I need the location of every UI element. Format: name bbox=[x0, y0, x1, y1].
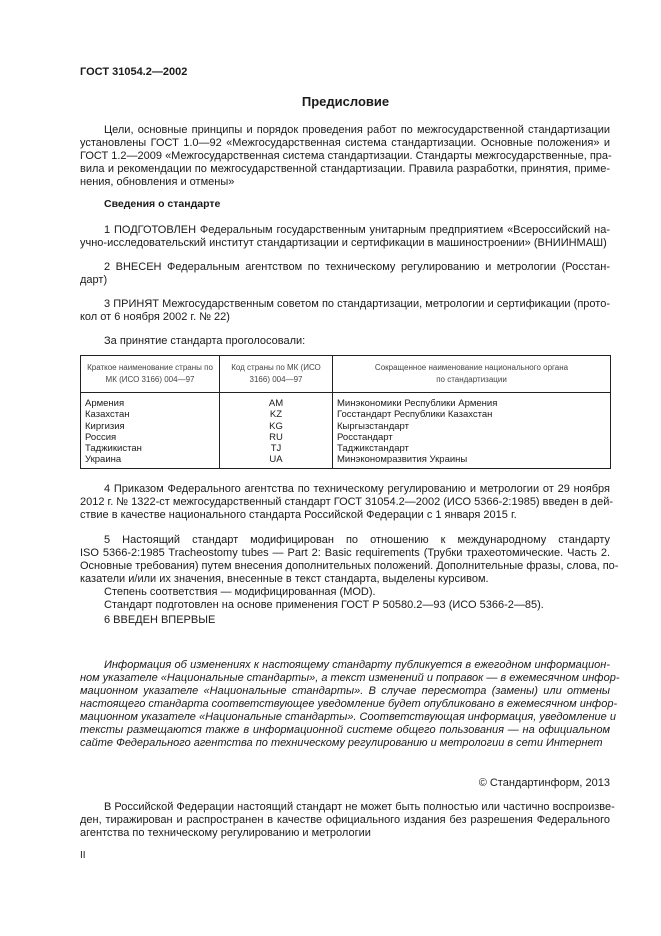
voting-countries-table bbox=[80, 355, 611, 469]
item-4-order bbox=[80, 483, 614, 522]
authority-cell: Минэкономики Республики Армения bbox=[333, 393, 611, 410]
text-line: кол от 6 ноября 2002 г. № 22) bbox=[80, 311, 230, 323]
country-cell: Армения bbox=[81, 393, 220, 410]
code-cell: RU bbox=[220, 432, 333, 443]
text-line: установлены ГОСТ 1.0—92 «Межгосударственная система стандартизации. Основные положения» и bbox=[80, 137, 610, 149]
text-line: Степень соответствия — модифицированная (MOD). bbox=[104, 586, 376, 598]
item-5-modification bbox=[80, 534, 619, 586]
item-2-submitted bbox=[80, 261, 610, 287]
item-6-introduced bbox=[80, 614, 610, 627]
text-line: сайте Федерального агентства по техническому регулированию и метрологии в сети Интернет bbox=[80, 737, 603, 749]
text-line: Основные требования) путем внесения дополнительных положений. Дополнительные фразы, слова, по- bbox=[80, 560, 619, 572]
text-line: 3 ПРИНЯТ Межгосударственным советом по стандартизации, метрологии и сертификации (прото- bbox=[104, 298, 610, 310]
authority-cell: Кыргызстандарт bbox=[333, 421, 611, 432]
text-line: ден, тиражирован и распространен в качестве официального издания без разрешения Федерального bbox=[80, 814, 610, 826]
text-line: Информация об изменениях к настоящему стандарту публикуется в ежегодном информацион- bbox=[104, 659, 610, 671]
text-line: 2 ВНЕСЕН Федеральным агентством по техническому регулированию и метрологии (Росстан- bbox=[104, 261, 610, 273]
code-cell: TJ bbox=[220, 443, 333, 454]
table-header-row bbox=[81, 356, 611, 393]
page-title: Предисловие bbox=[301, 94, 390, 109]
text-line: 2012 г. № 1322-ст межгосударственный стандарт ГОСТ 31054.2—2002 (ИСО 5366-2:1985) введен в дей- bbox=[80, 496, 614, 508]
copyright-notice: © Стандартинформ, 2013 bbox=[478, 777, 610, 789]
table-row bbox=[81, 443, 611, 454]
text-line: В Российской Федерации настоящий стандарт не может быть полностью или частично воспроизве- bbox=[104, 801, 615, 813]
text-line: ГОСТ 1.2—2009 «Межгосударственная система стандартизации. Стандарты межгосударственные, пра- bbox=[80, 150, 612, 162]
column-header-code: Код страны по МК (ИСО 3166) 004—97 bbox=[220, 356, 333, 393]
text-line: тексты размещаются также в информационной системе общего пользования — на официальном bbox=[80, 724, 610, 736]
reproduction-notice bbox=[80, 801, 615, 840]
text-line: дарт) bbox=[80, 274, 108, 286]
document-code-header: ГОСТ 31054.2—2002 bbox=[80, 66, 188, 78]
text-line: учно-исследовательский институт стандартизации и сертификации в машиностроении» (ВНИИНМАШ) bbox=[80, 237, 607, 249]
code-cell: KZ bbox=[220, 409, 333, 420]
table-row bbox=[81, 454, 611, 468]
intro-paragraph bbox=[80, 124, 610, 189]
code-cell: AM bbox=[220, 393, 333, 410]
text-line: Стандарт подготовлен на основе применения ГОСТ Р 50580.2—93 (ИСО 5366-2—85). bbox=[104, 599, 544, 611]
table-row bbox=[81, 409, 611, 420]
text-line: 5 Настоящий стандарт модифицирован по отношению к международному стандарту bbox=[104, 534, 610, 546]
table-row bbox=[81, 421, 611, 432]
authority-cell: Таджикстандарт bbox=[333, 443, 611, 454]
country-cell: Таджикистан bbox=[81, 443, 220, 454]
conformity-degree bbox=[80, 586, 610, 599]
table-row bbox=[81, 393, 611, 410]
text-line: настоящего стандарта соответствующее уведомление будет опубликовано в ежемесячном инфор- bbox=[80, 698, 618, 710]
text-line: ствие в качестве национального стандарта Российской Федерации с 1 января 2015 г. bbox=[80, 509, 517, 521]
authority-cell: Росстандарт bbox=[333, 432, 611, 443]
section-heading: Сведения о стандарте bbox=[104, 198, 221, 210]
text-line: ISO 5366-2:1985 Tracheostomy tubes — Part 2: Basic requirements (Трубки трахеотомические. Часть 2. bbox=[80, 547, 610, 559]
authority-cell: Госстандарт Республики Казахстан bbox=[333, 409, 611, 420]
page-number: II bbox=[80, 850, 86, 861]
text-line: мационном указателе «Национальные стандарты». Соответствующая информация, уведомление и bbox=[80, 711, 616, 723]
changes-info-notice bbox=[80, 659, 620, 750]
text-line: За принятие стандарта проголосовали: bbox=[104, 335, 306, 347]
text-line: нения, обновления и отмены» bbox=[80, 176, 235, 188]
item-1-prepared bbox=[80, 224, 610, 250]
code-cell: KG bbox=[220, 421, 333, 432]
vote-intro bbox=[80, 335, 610, 348]
column-header-country: Краткое наименование страны по МК (ИСО 3166) 004—97 bbox=[81, 356, 220, 393]
text-line: вила и рекомендации по межгосударственной стандартизации. Правила разработки, принятия, приме- bbox=[80, 163, 610, 175]
table-row bbox=[81, 432, 611, 443]
text-line: 4 Приказом Федерального агентства по техническому регулированию и метрологии от 29 ноября bbox=[104, 483, 610, 495]
country-cell: Киргизия bbox=[81, 421, 220, 432]
code-cell: UA bbox=[220, 454, 333, 468]
column-header-authority: Сокращенное наименование национального органа по стандартизации bbox=[333, 356, 611, 393]
text-line: 6 ВВЕДЕН ВПЕРВЫЕ bbox=[104, 614, 216, 626]
basis-standard bbox=[80, 599, 610, 612]
item-3-adopted bbox=[80, 298, 610, 324]
country-cell: Казахстан bbox=[81, 409, 220, 420]
country-cell: Украина bbox=[81, 454, 220, 468]
text-line: Цели, основные принципы и порядок проведения работ по межгосударственной стандартизации bbox=[104, 124, 610, 136]
text-line: казатели и/или их значения, внесенные в текст стандарта, выделены курсивом. bbox=[80, 573, 489, 585]
text-line: 1 ПОДГОТОВЛЕН Федеральным государственным унитарным предприятием «Всероссийский на- bbox=[104, 224, 610, 236]
authority-cell: Минэкономразвития Украины bbox=[333, 454, 611, 468]
text-line: мационном указателе «Национальные стандарты». В случае пересмотра (замены) или отмены bbox=[80, 685, 610, 697]
text-line: ном указателе «Национальные стандарты», а текст изменений и поправок — в ежемесячном инфор- bbox=[80, 672, 620, 684]
country-cell: Россия bbox=[81, 432, 220, 443]
text-line: агентства по техническому регулированию и метрологии bbox=[80, 827, 371, 839]
